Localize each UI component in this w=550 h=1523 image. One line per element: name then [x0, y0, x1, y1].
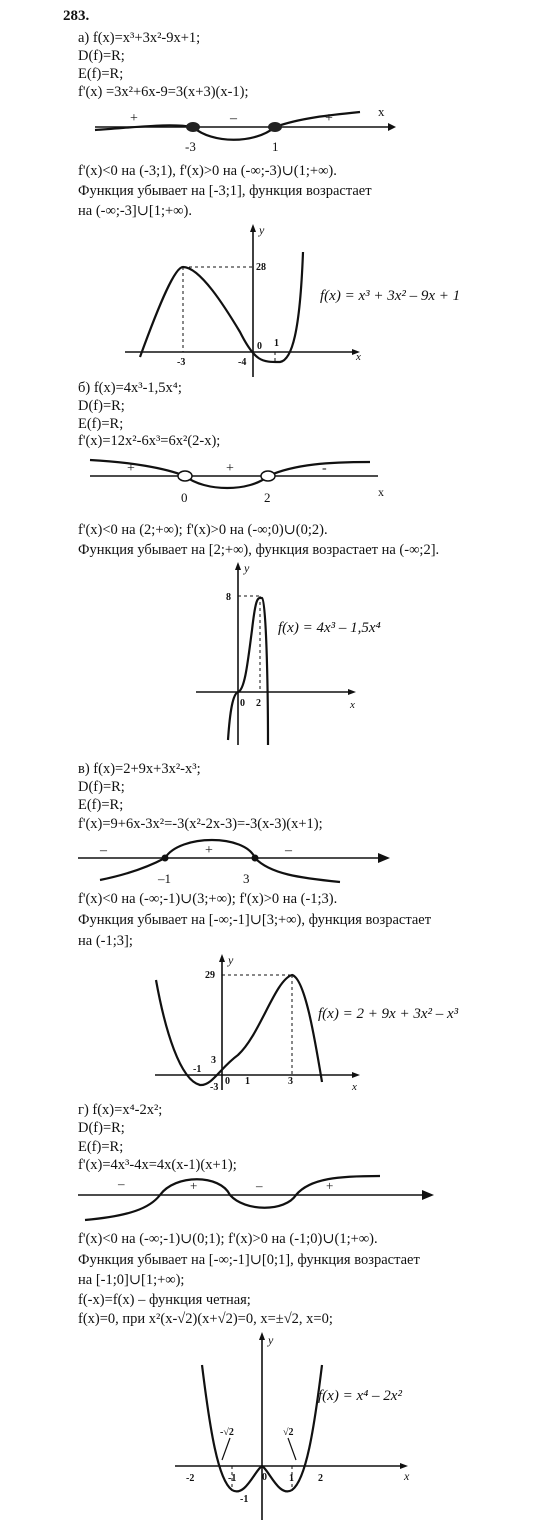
axis-label: x	[378, 485, 384, 499]
part-b-graph	[0, 560, 550, 755]
axis-arrow	[388, 123, 396, 131]
part-a-function: а) f(x)=x³+3x²-9x+1;	[78, 30, 201, 46]
part-b-result-1: f'(x)<0 на (2;+∞); f'(x)>0 на (-∞;0)∪(0;2).	[78, 522, 328, 538]
part-d-result-4: f(-x)=f(x) – функция четная;	[78, 1292, 251, 1308]
point-label: 1	[272, 139, 279, 154]
part-a-result-2: Функция убывает на [-3;1], функция возрастает	[78, 183, 372, 199]
part-a-result-3: на (-∞;-3]∪[1;+∞).	[78, 203, 192, 219]
sign-label: +	[190, 1178, 198, 1193]
critical-point	[268, 122, 282, 132]
tick-label: 0	[257, 341, 262, 352]
tick-label: -2	[186, 1473, 195, 1484]
tick-label: -1	[193, 1064, 202, 1075]
part-b-domain: D(f)=R;	[78, 398, 125, 414]
tick-label: 3	[211, 1055, 216, 1066]
x-label: x	[352, 1081, 357, 1093]
tick-label: -3	[177, 357, 186, 368]
part-c-derivative: f'(x)=9+6x-3x²=-3(x²-2x-3)=-3(x-3)(x+1);	[78, 816, 323, 832]
tick-label: 0	[262, 1472, 267, 1483]
point-label: 3	[243, 871, 250, 886]
sign-label: +	[326, 1178, 334, 1193]
part-a-range: E(f)=R;	[78, 66, 124, 82]
y-label: y	[244, 561, 250, 575]
tick-label: -√2	[220, 1427, 234, 1438]
tick-label: 0	[225, 1076, 230, 1087]
part-d-range: E(f)=R;	[78, 1139, 124, 1155]
sign-label: +	[130, 111, 138, 126]
sign-label: -	[322, 461, 327, 476]
part-c-graph	[0, 950, 550, 1100]
x-label: x	[356, 351, 361, 363]
sign-curve	[100, 840, 340, 882]
problem-number: 283.	[63, 8, 90, 24]
function-curve	[228, 598, 268, 745]
sign-label: +	[226, 461, 234, 476]
part-b-derivative: f'(x)=12x²-6x³=6x²(2-x);	[78, 433, 221, 449]
tick-label: 1	[245, 1076, 250, 1087]
critical-point	[261, 471, 275, 481]
tick-label: 1	[289, 1473, 294, 1484]
point-label: –1	[158, 871, 171, 886]
part-c-result-2: Функция убывает на [-∞;-1]∪[3;+∞), функция возрастает	[78, 912, 432, 928]
axis-label: x	[378, 104, 385, 119]
point-label: 0	[181, 490, 188, 505]
part-b-sign-chart	[0, 448, 550, 508]
part-d-result-1: f'(x)<0 на (-∞;-1)∪(0;1); f'(x)>0 на (-1;0)∪(1;+∞).	[78, 1231, 378, 1247]
part-a-sign-chart	[0, 100, 550, 160]
part-a-graph	[0, 222, 550, 382]
part-b-result-2: Функция убывает на [2;+∞), функция возрастает на (-∞;2].	[78, 542, 440, 558]
part-d-sign-chart	[0, 1168, 550, 1228]
function-formula: f(x) = x³ + 3x² – 9x + 1	[320, 288, 461, 304]
tick-label: -4	[238, 357, 247, 368]
part-d-result-5: f(x)=0, при x²(x-√2)(x+√2)=0, x=±√2, x=0;	[78, 1311, 333, 1327]
function-formula: f(x) = x⁴ – 2x²	[318, 1388, 402, 1404]
tick-label: -1	[240, 1494, 249, 1505]
part-a-domain: D(f)=R;	[78, 48, 125, 64]
function-formula: f(x) = 2 + 9x + 3x² – x³	[318, 1006, 459, 1022]
sign-label: –	[118, 1176, 125, 1191]
sign-label: –	[285, 843, 292, 858]
part-a-result-1: f'(x)<0 на (-3;1), f'(x)>0 на (-∞;-3)∪(1;+∞).	[78, 163, 337, 179]
part-d-function: г) f(x)=x⁴-2x²;	[78, 1102, 163, 1118]
part-d-result-3: на [-1;0]∪[1;+∞);	[78, 1272, 185, 1288]
part-b-range: E(f)=R;	[78, 416, 124, 432]
x-label: x	[350, 699, 355, 711]
critical-point	[186, 122, 200, 132]
point-label: -3	[185, 139, 196, 154]
sign-curve	[85, 1176, 380, 1220]
part-c-function: в) f(x)=2+9x+3x²-x³;	[78, 761, 201, 777]
part-d-domain: D(f)=R;	[78, 1120, 125, 1136]
part-d-result-2: Функция убывает на [-∞;-1]∪[0;1], функция возрастает	[78, 1252, 420, 1268]
sign-label: +	[325, 111, 333, 126]
tick-label: 1	[274, 338, 279, 349]
tick-label: 2	[318, 1473, 323, 1484]
critical-point	[162, 855, 169, 862]
sign-label: –	[100, 843, 107, 858]
critical-point	[178, 471, 192, 481]
part-c-result-1: f'(x)<0 на (-∞;-1)∪(3;+∞); f'(x)>0 на (-1;3).	[78, 891, 338, 907]
tick-label: 2	[256, 698, 261, 709]
sign-label: +	[205, 843, 213, 858]
x-label: x	[404, 1469, 410, 1483]
tick-label: 0	[240, 698, 245, 709]
part-a-derivative: f'(x) =3x²+6x-9=3(x+3)(x-1);	[78, 84, 249, 100]
critical-point	[252, 855, 259, 862]
sign-label: –	[230, 111, 237, 126]
part-c-sign-chart	[0, 830, 550, 890]
tick-label: 3	[288, 1076, 293, 1087]
sign-label: +	[127, 461, 135, 476]
tick-label: 8	[226, 592, 231, 603]
tick-label: 28	[256, 262, 266, 273]
y-label: y	[259, 223, 265, 237]
function-formula: f(x) = 4x³ – 1,5x⁴	[278, 620, 381, 636]
function-curve	[156, 975, 322, 1085]
sign-label: –	[256, 1178, 263, 1193]
y-label: y	[228, 953, 234, 967]
tick-label: √2	[283, 1427, 294, 1438]
y-label: y	[268, 1333, 274, 1347]
part-c-range: E(f)=R;	[78, 797, 124, 813]
tick-label: -3	[210, 1082, 219, 1093]
point-label: 2	[264, 490, 271, 505]
part-c-result-3: на (-1;3];	[78, 933, 133, 949]
part-b-function: б) f(x)=4x³-1,5x⁴;	[78, 380, 182, 396]
tick-label: 29	[205, 970, 215, 981]
part-d-graph	[0, 1330, 550, 1520]
part-d-derivative: f'(x)=4x³-4x=4x(x-1)(x+1);	[78, 1157, 237, 1173]
tick-label: -1	[228, 1473, 237, 1484]
part-c-domain: D(f)=R;	[78, 779, 125, 795]
